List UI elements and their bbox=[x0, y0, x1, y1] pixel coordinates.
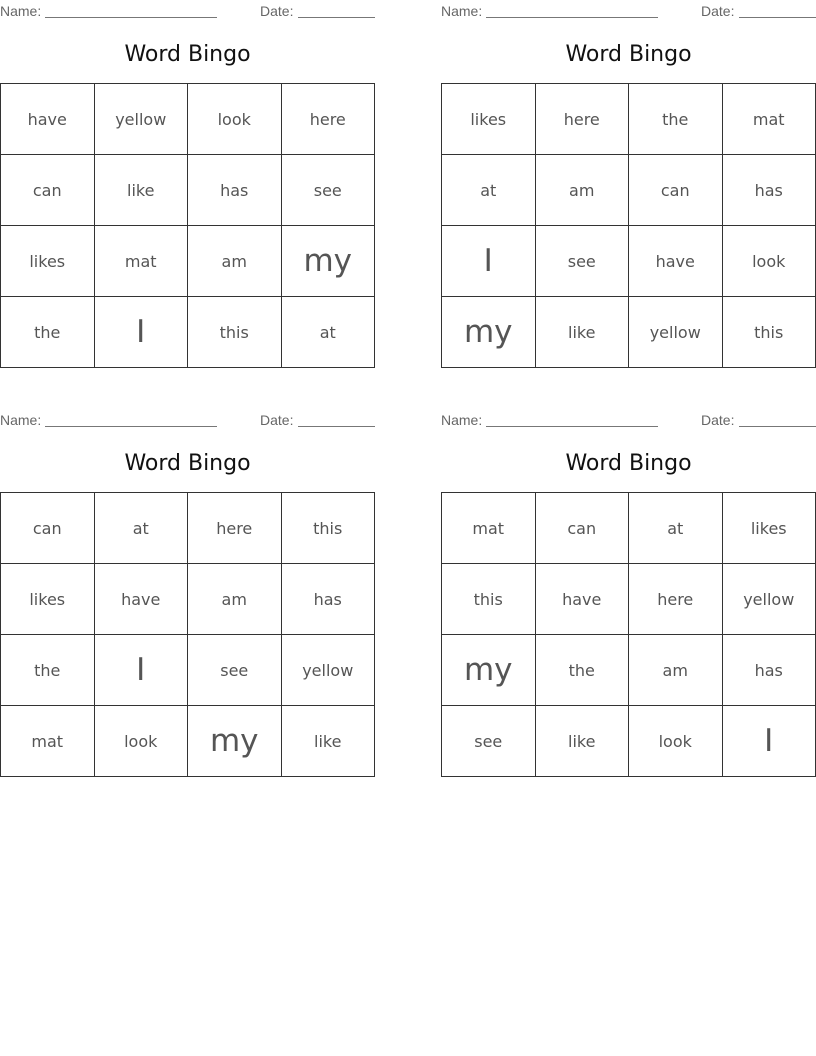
card-header bbox=[441, 409, 816, 429]
grid-row bbox=[442, 564, 816, 635]
bingo-card-1 bbox=[0, 0, 375, 364]
bingo-cell: like bbox=[94, 155, 188, 226]
bingo-cell: yellow bbox=[94, 84, 188, 155]
bingo-cell: at bbox=[629, 493, 723, 564]
card-title: Word Bingo bbox=[124, 451, 251, 476]
date-label: Date: bbox=[701, 412, 735, 428]
grid-row bbox=[442, 226, 816, 297]
name-field[interactable] bbox=[486, 17, 658, 18]
bingo-grid bbox=[441, 83, 816, 368]
bingo-cell: mat bbox=[1, 706, 95, 777]
bingo-cell: yellow bbox=[629, 297, 723, 368]
bingo-cell: here bbox=[281, 84, 375, 155]
bingo-cell: at bbox=[281, 297, 375, 368]
bingo-cell: the bbox=[535, 635, 629, 706]
grid-row bbox=[1, 635, 375, 706]
bingo-cell: likes bbox=[722, 493, 816, 564]
date-label: Date: bbox=[260, 3, 294, 19]
bingo-cell: see bbox=[188, 635, 282, 706]
bingo-cell: mat bbox=[94, 226, 188, 297]
bingo-cell: at bbox=[94, 493, 188, 564]
date-field[interactable] bbox=[298, 17, 375, 18]
bingo-cell: this bbox=[281, 493, 375, 564]
grid-row bbox=[1, 84, 375, 155]
bingo-cell: look bbox=[188, 84, 282, 155]
bingo-cell: has bbox=[281, 564, 375, 635]
bingo-cell: mat bbox=[442, 493, 536, 564]
card-title: Word Bingo bbox=[565, 42, 692, 67]
bingo-cell: the bbox=[1, 635, 95, 706]
grid-row bbox=[442, 297, 816, 368]
grid-row bbox=[1, 706, 375, 777]
bingo-cell: am bbox=[535, 155, 629, 226]
card-title: Word Bingo bbox=[124, 42, 251, 67]
name-label: Name: bbox=[441, 412, 483, 428]
bingo-cell: like bbox=[535, 706, 629, 777]
card-header bbox=[0, 0, 375, 20]
bingo-cell: the bbox=[1, 297, 95, 368]
grid-row bbox=[442, 706, 816, 777]
grid-row bbox=[442, 493, 816, 564]
bingo-cell: has bbox=[188, 155, 282, 226]
bingo-card-4 bbox=[441, 409, 816, 773]
grid-row bbox=[1, 564, 375, 635]
bingo-cell: have bbox=[629, 226, 723, 297]
bingo-cell: have bbox=[94, 564, 188, 635]
bingo-cell: here bbox=[188, 493, 282, 564]
bingo-cell: see bbox=[535, 226, 629, 297]
grid-row bbox=[1, 155, 375, 226]
bingo-grid bbox=[0, 83, 375, 368]
bingo-cell: mat bbox=[722, 84, 816, 155]
bingo-cell: look bbox=[722, 226, 816, 297]
bingo-cell: yellow bbox=[281, 635, 375, 706]
bingo-cell: my bbox=[442, 635, 536, 706]
date-field[interactable] bbox=[739, 426, 816, 427]
bingo-cell: can bbox=[1, 493, 95, 564]
bingo-cell: am bbox=[629, 635, 723, 706]
card-header bbox=[0, 409, 375, 429]
bingo-cell: look bbox=[629, 706, 723, 777]
date-label: Date: bbox=[701, 3, 735, 19]
bingo-cell: my bbox=[442, 297, 536, 368]
bingo-cell: can bbox=[629, 155, 723, 226]
bingo-cell: likes bbox=[1, 226, 95, 297]
bingo-cell: at bbox=[442, 155, 536, 226]
bingo-cell: I bbox=[94, 297, 188, 368]
bingo-cell: here bbox=[535, 84, 629, 155]
bingo-cell: my bbox=[281, 226, 375, 297]
bingo-cell: I bbox=[722, 706, 816, 777]
bingo-cell: have bbox=[1, 84, 95, 155]
date-field[interactable] bbox=[739, 17, 816, 18]
bingo-cell: likes bbox=[442, 84, 536, 155]
bingo-cell: this bbox=[722, 297, 816, 368]
bingo-cell: can bbox=[1, 155, 95, 226]
bingo-cell: the bbox=[629, 84, 723, 155]
bingo-cell: likes bbox=[1, 564, 95, 635]
bingo-cell: here bbox=[629, 564, 723, 635]
bingo-cell: am bbox=[188, 226, 282, 297]
grid-row bbox=[1, 297, 375, 368]
bingo-grid bbox=[0, 492, 375, 777]
bingo-cell: this bbox=[188, 297, 282, 368]
bingo-cell: this bbox=[442, 564, 536, 635]
bingo-cell: have bbox=[535, 564, 629, 635]
bingo-cell: like bbox=[281, 706, 375, 777]
name-label: Name: bbox=[0, 3, 42, 19]
bingo-cell: like bbox=[535, 297, 629, 368]
bingo-cell: has bbox=[722, 155, 816, 226]
card-header bbox=[441, 0, 816, 20]
name-label: Name: bbox=[0, 412, 42, 428]
bingo-cell: see bbox=[442, 706, 536, 777]
name-label: Name: bbox=[441, 3, 483, 19]
name-field[interactable] bbox=[45, 17, 217, 18]
card-title: Word Bingo bbox=[565, 451, 692, 476]
grid-row bbox=[442, 84, 816, 155]
bingo-card-2 bbox=[441, 0, 816, 364]
bingo-card-3 bbox=[0, 409, 375, 773]
bingo-cell: yellow bbox=[722, 564, 816, 635]
grid-row bbox=[442, 155, 816, 226]
name-field[interactable] bbox=[45, 426, 217, 427]
grid-row bbox=[442, 635, 816, 706]
grid-row bbox=[1, 493, 375, 564]
date-label: Date: bbox=[260, 412, 294, 428]
bingo-cell: my bbox=[188, 706, 282, 777]
bingo-cell: can bbox=[535, 493, 629, 564]
name-field[interactable] bbox=[486, 426, 658, 427]
bingo-cell: I bbox=[442, 226, 536, 297]
bingo-cell: I bbox=[94, 635, 188, 706]
bingo-cell: look bbox=[94, 706, 188, 777]
grid-row bbox=[1, 226, 375, 297]
bingo-grid bbox=[441, 492, 816, 777]
bingo-cell: has bbox=[722, 635, 816, 706]
bingo-cell: am bbox=[188, 564, 282, 635]
date-field[interactable] bbox=[298, 426, 375, 427]
bingo-cell: see bbox=[281, 155, 375, 226]
